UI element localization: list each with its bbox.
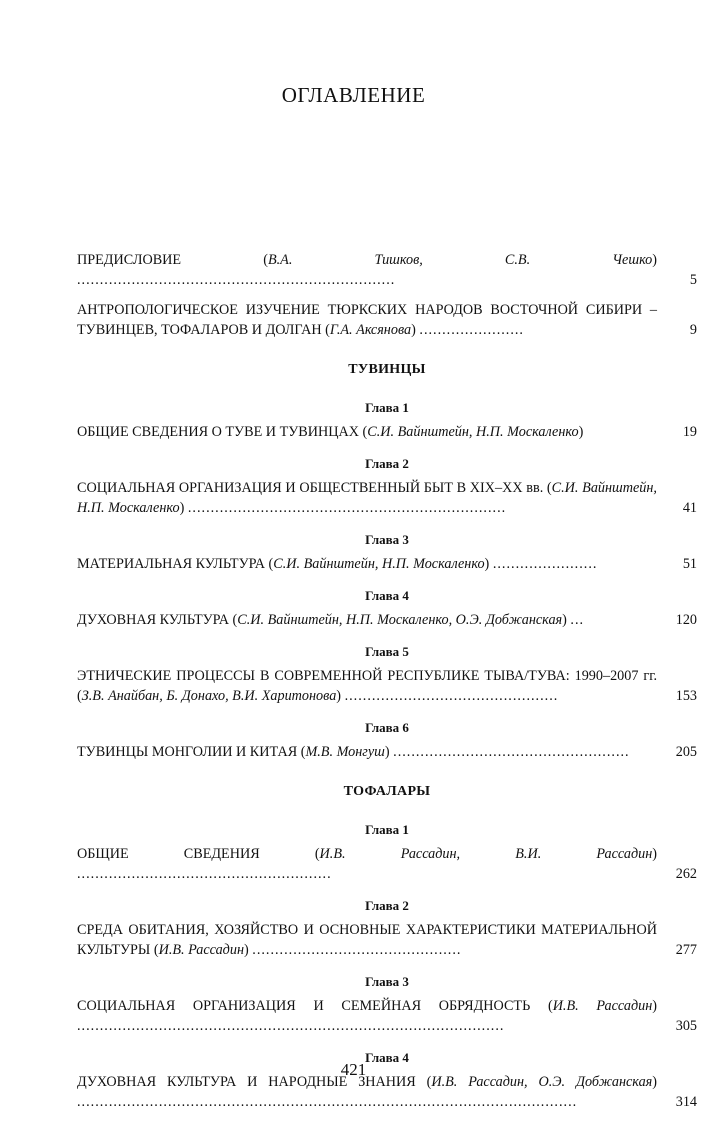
entry-title: ПРЕДИСЛОВИЕ ( [77,252,268,268]
chapter-label: Глава 1 [365,400,409,415]
entry-authors: З.В. Анайбан, Б. Донахо, В.И. Харитонова [81,688,337,704]
toc-entry-tuvans-ch5[interactable]: ЭТНИЧЕСКИЕ ПРОЦЕССЫ В СОВРЕМЕННОЙ РЕСПУБЛИКЕ ТЫВА/ТУВА: 1990–2007 гг. (З.В. Анайбан, Б. Донахо, В.И. Харитонова) ............................................... 153 [77,668,697,704]
toc-entry-preface[interactable]: ПРЕДИСЛОВИЕ (В.А. Тишков, С.В. Чешко) ...................................................................... 5 [77,252,697,288]
entry-authors: И.В. Рассадин [552,998,653,1014]
entry-authors: И.В. Рассадин [158,942,244,958]
dot-leader: ............................................... [344,688,559,704]
page-number-ref: 153 [675,688,697,704]
entry-authors: С.И. Вайнштейн, Н.П. Москаленко, О.Э. Добжанская [237,612,563,628]
toc-entry-tuvans-ch2[interactable]: СОЦИАЛЬНАЯ ОРГАНИЗАЦИЯ И ОБЩЕСТВЕННЫЙ БЫТ В XIX–XX вв. (С.И. Вайнштейн, Н.П. Москаленко) ...................................................................... 41 [77,480,697,516]
entry-title: ЭТНИЧЕСКИЕ ПРОЦЕССЫ В СОВРЕМЕННОЙ РЕСПУБЛИКЕ ТЫВА/ТУВА: 1990–2007 гг. ( [77,668,657,704]
entry-authors: И.В. Рассадин, В.И. Рассадин [319,846,653,862]
chapter-label: Глава 6 [365,720,409,735]
dot-leader: ........................................................ [77,866,332,882]
entry-authors: И.В. Рассадин, О.Э. Добжанская [431,1074,653,1090]
toc-entry-tuvans-ch3[interactable]: МАТЕРИАЛЬНАЯ КУЛЬТУРА (С.И. Вайнштейн, Н.П. Москаленко) ....................... 51 [77,556,697,572]
entry-title: СОЦИАЛЬНАЯ ОРГАНИЗАЦИЯ И ОБЩЕСТВЕННЫЙ БЫТ В XIX–XX вв. ( [77,480,552,496]
page-number-ref: 205 [675,744,697,760]
entry-title: СРЕДА ОБИТАНИЯ, ХОЗЯЙСТВО И ОСНОВНЫЕ ХАРАКТЕРИСТИКИ МАТЕРИАЛЬНОЙ КУЛЬТУРЫ ( [77,922,657,958]
entry-title: ДУХОВНАЯ КУЛЬТУРА И НАРОДНЫЕ ЗНАНИЯ ( [77,1074,432,1090]
dot-leader: ...................................................................... [77,272,396,288]
entry-authors: В.А. Тишков, С.В. Чешко [267,252,653,268]
entry-title: ДУХОВНАЯ КУЛЬТУРА ( [77,612,238,628]
entry-title: ТУВИНЦЫ МОНГОЛИИ И КИТАЯ ( [77,744,306,760]
page-number-ref: 305 [675,1018,697,1034]
toc-entry-tofalars-ch4[interactable]: ДУХОВНАЯ КУЛЬТУРА И НАРОДНЫЕ ЗНАНИЯ (И.В. Рассадин, О.Э. Добжанская) .............................................................................................................. 314 [77,1074,697,1110]
page-title: ОГЛАВЛЕНИЕ [281,83,426,107]
section-heading-tofalars: ТОФАЛАРЫ [343,784,431,799]
dot-leader: ....................... [419,322,524,338]
entry-title: АНТРОПОЛОГИЧЕСКОЕ ИЗУЧЕНИЕ ТЮРКСКИХ НАРОДОВ ВОСТОЧНОЙ СИБИРИ – ТУВИНЦЕВ, ТОФАЛАРОВ И ДОЛГАН ( [77,302,657,338]
toc-entry-tofalars-ch2[interactable]: СРЕДА ОБИТАНИЯ, ХОЗЯЙСТВО И ОСНОВНЫЕ ХАРАКТЕРИСТИКИ МАТЕРИАЛЬНОЙ КУЛЬТУРЫ (И.В. Рассадин) .............................................. 277 [77,922,697,958]
page-number-ref: 41 [682,500,697,516]
chapter-label: Глава 1 [365,822,409,837]
page-number-ref: 51 [682,556,697,572]
toc-entry-tofalars-ch3[interactable]: СОЦИАЛЬНАЯ ОРГАНИЗАЦИЯ И СЕМЕЙНАЯ ОБРЯДНОСТЬ (И.В. Рассадин) .............................................................................................. 305 [77,998,697,1034]
dot-leader: ... [570,612,585,628]
page-number-ref: 314 [675,1094,697,1110]
entry-title: ОБЩИЕ СВЕДЕНИЯ ( [77,846,320,862]
toc-entry-tofalars-ch1[interactable]: ОБЩИЕ СВЕДЕНИЯ (И.В. Рассадин, В.И. Рассадин) ........................................................ 262 [77,846,697,882]
section-heading-tuvans: ТУВИНЦЫ [348,362,426,377]
entry-authors: С.И. Вайнштейн, Н.П. Москаленко [367,424,579,440]
page-number-ref: 5 [689,272,697,288]
chapter-label: Глава 2 [365,456,409,471]
toc-entry-tuvans-ch4[interactable]: ДУХОВНАЯ КУЛЬТУРА (С.И. Вайнштейн, Н.П. Москаленко, О.Э. Добжанская) ... 120 [77,612,697,628]
entry-authors: С.И. Вайнштейн, Н.П. Москаленко [273,556,485,572]
chapter-label: Глава 4 [365,1050,409,1065]
toc-entry-tuvans-ch6[interactable]: ТУВИНЦЫ МОНГОЛИИ И КИТАЯ (М.В. Монгуш) .................................................... 205 [77,744,697,760]
page-number: 421 [340,1060,367,1079]
entry-title: ОБЩИЕ СВЕДЕНИЯ О ТУВЕ И ТУВИНЦАХ ( [77,424,368,440]
chapter-label: Глава 5 [365,644,409,659]
entry-authors: М.В. Монгуш [305,744,385,760]
toc-entry-tuvans-ch1[interactable]: ОБЩИЕ СВЕДЕНИЯ О ТУВЕ И ТУВИНЦАХ (С.И. Вайнштейн, Н.П. Москаленко) 19 [77,424,697,440]
dot-leader: .................................................... [393,744,630,760]
toc-entry-anthropology[interactable]: АНТРОПОЛОГИЧЕСКОЕ ИЗУЧЕНИЕ ТЮРКСКИХ НАРОДОВ ВОСТОЧНОЙ СИБИРИ – ТУВИНЦЕВ, ТОФАЛАРОВ И ДОЛГАН (Г.А. Аксянова) ....................... 9 [77,302,697,338]
chapter-label: Глава 3 [365,532,409,547]
table-of-contents [77,250,697,1122]
page-number-ref: 262 [675,866,697,882]
chapter-label: Глава 3 [365,974,409,989]
dot-leader: ...................................................................... [187,500,507,516]
dot-leader: .............................................................................................. [77,1018,505,1034]
page-number-ref: 277 [675,942,697,958]
dot-leader: .............................................................................................................. [77,1094,578,1110]
dot-leader: .............................................. [252,942,462,958]
chapter-label: Глава 4 [365,588,409,603]
entry-title: МАТЕРИАЛЬНАЯ КУЛЬТУРА ( [77,556,274,572]
page-number-ref: 9 [689,322,697,338]
entry-authors: Г.А. Аксянова [329,322,412,338]
chapter-label: Глава 2 [365,898,409,913]
entry-title: СОЦИАЛЬНАЯ ОРГАНИЗАЦИЯ И СЕМЕЙНАЯ ОБРЯДНОСТЬ ( [77,998,553,1014]
page-number-ref: 120 [675,612,697,628]
page-number-ref: 19 [682,424,697,440]
entry-authors: С.И. Вайнштейн, Н.П. Москаленко [77,480,657,516]
dot-leader: ....................... [492,556,598,572]
